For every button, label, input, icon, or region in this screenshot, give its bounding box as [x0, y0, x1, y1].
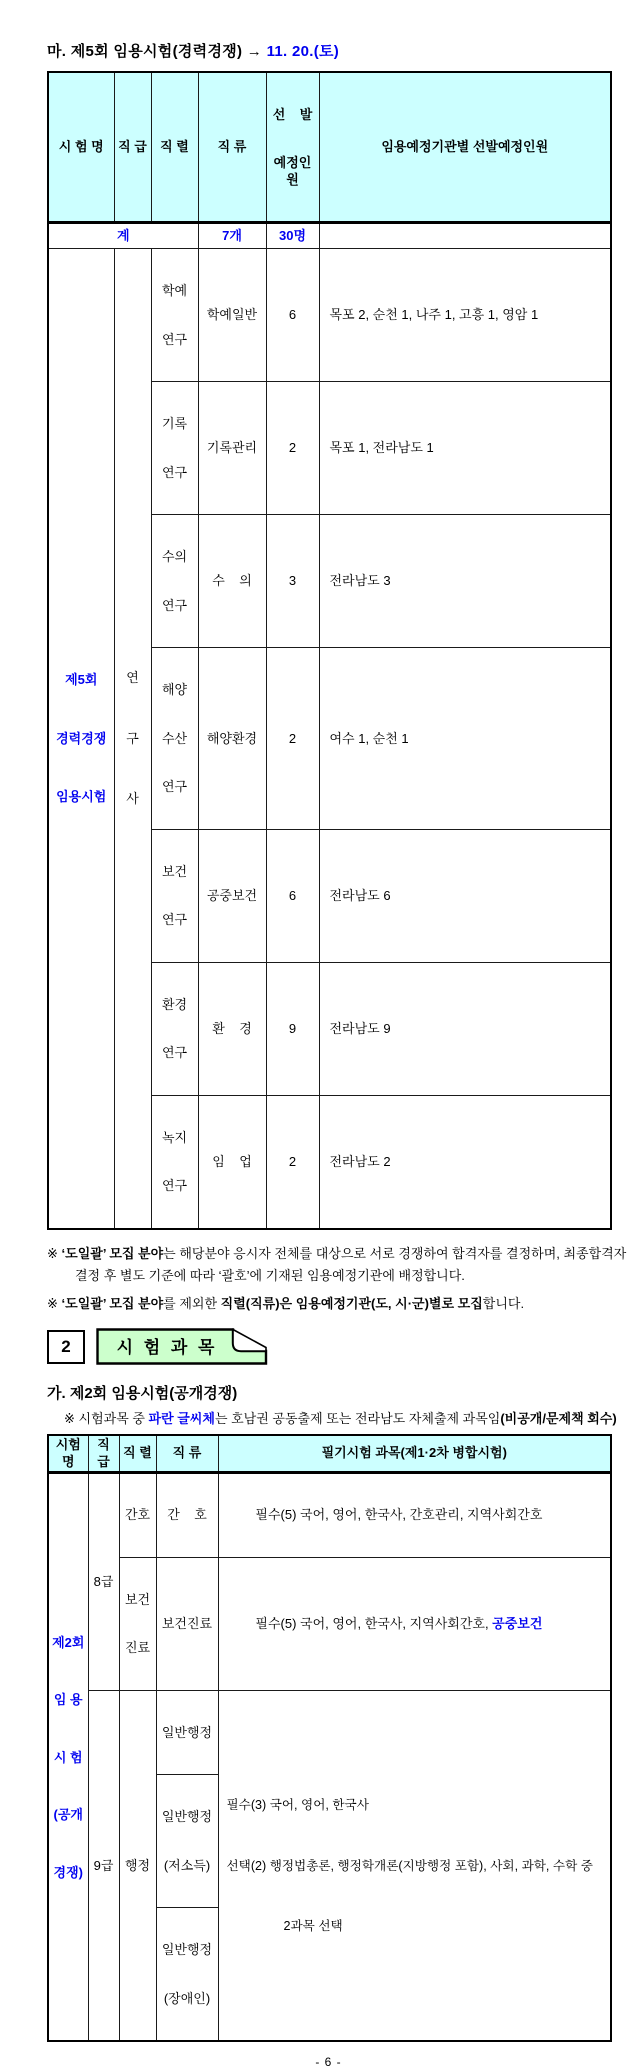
exam-name-line: 제2회 — [52, 1634, 85, 1650]
grade-cell: 9급 — [88, 1691, 119, 2042]
header-class: 직 류 — [198, 72, 266, 223]
class-cell: 일반행정 — [156, 1691, 218, 1775]
agency-cell: 전라남도 6 — [319, 830, 611, 963]
exam-name-line: 임용시험 — [56, 789, 107, 805]
quota-cell: 9 — [266, 963, 319, 1096]
class-cell: 학예일반 — [198, 249, 266, 382]
table-row — [48, 1691, 611, 1775]
header-subjects: 필기시험 과목(제1·2차 병합시험) — [218, 1435, 611, 1472]
note-marker: ※ — [64, 1411, 75, 1427]
total-label-cell: 계 — [48, 223, 198, 249]
class-cell: 일반행정 (장애인) — [156, 1908, 218, 2042]
table1-header-row — [48, 72, 611, 223]
class-cell: 일반행정 (저소득) — [156, 1775, 218, 1908]
section-2-heading — [47, 1328, 610, 1365]
exam-name-line: 임 용 — [53, 1692, 83, 1708]
series-cell: 녹지 연구 — [151, 1096, 198, 1230]
header-grade: 직 급 — [88, 1435, 119, 1472]
agency-cell: 목포 1, 전라남도 1 — [319, 382, 611, 515]
header-quota-line1: 선 발 — [272, 106, 313, 122]
total-row — [48, 223, 611, 249]
header-series: 직 렬 — [119, 1435, 156, 1472]
series-cell: 해양 수산 연구 — [151, 648, 198, 830]
note-marker: ※ — [47, 1296, 58, 1312]
total-quota-cell: 30명 — [266, 223, 319, 249]
section-title-flag — [96, 1328, 268, 1365]
header-class: 직 류 — [156, 1435, 218, 1472]
header-agency: 임용예정기관별 선발예정인원 — [319, 72, 611, 223]
subjects-cell: 필수(3) 국어, 영어, 한국사 선택(2) 행정법총론, 행정학개론(지방행정 포함), 사회, 과학, 수학 중 2과목 선택 — [218, 1691, 611, 2042]
total-class-cell: 7개 — [198, 223, 266, 249]
series-cell: 보건 연구 — [151, 830, 198, 963]
exam-name-line: 경쟁) — [53, 1864, 83, 1880]
table-row — [48, 249, 611, 382]
note-do-ilgwal-1: ※ ‘도일괄’ 모집 분야는 해당분야 응시자 전체를 대상으로 서로 경쟁하여 합격자를 결정하며, 최종합격자 결정 후 별도 기준에 따라 ‘괄호’에 기재된 임용예정기관에 배정합니다. — [47, 1246, 627, 1284]
quota-cell: 6 — [266, 830, 319, 963]
series-cell: 환경 연구 — [151, 963, 198, 1096]
subsection-heading: 가. 제2회 임용시험(공개경쟁) — [47, 1385, 238, 1403]
class-cell: 수 의 — [198, 515, 266, 648]
exam-name-cell — [48, 1472, 88, 2041]
recruitment-plan-table — [47, 71, 612, 1230]
page-number: - 6 - — [315, 2055, 342, 2069]
exam-name-line: 시 험 — [53, 1749, 83, 1765]
quota-cell: 3 — [266, 515, 319, 648]
class-cell: 보건진료 — [156, 1558, 218, 1691]
header-exam-name: 시 험 명 — [48, 72, 114, 223]
grade-char: 구 — [126, 730, 139, 746]
series-cell: 학예 연구 — [151, 249, 198, 382]
header-quota-line2: 예정인원 — [273, 155, 312, 187]
series-cell: 수의 연구 — [151, 515, 198, 648]
header-grade: 직 급 — [114, 72, 151, 223]
agency-cell: 전라남도 9 — [319, 963, 611, 1096]
title-text: 마. 제5회 임용시험(경력경쟁) — [47, 43, 243, 60]
quota-cell: 2 — [266, 648, 319, 830]
quota-cell: 2 — [266, 382, 319, 515]
subjects-cell: 필수(5) 국어, 영어, 한국사, 지역사회간호, 공중보건 — [218, 1558, 611, 1691]
subjects-table — [47, 1434, 612, 2042]
table-row — [48, 1558, 611, 1691]
subjects-cell: 필수(5) 국어, 영어, 한국사, 간호관리, 지역사회간호 — [218, 1472, 611, 1557]
total-agency-cell — [319, 223, 611, 249]
quota-cell: 6 — [266, 249, 319, 382]
section-number-box: 2 — [47, 1330, 85, 1364]
header-series: 직 렬 — [151, 72, 198, 223]
exam-name-cell — [48, 249, 114, 1229]
series-cell: 기록 연구 — [151, 382, 198, 515]
class-cell: 공중보건 — [198, 830, 266, 963]
quota-cell: 2 — [266, 1096, 319, 1230]
series-cell: 행정 — [119, 1691, 156, 2042]
table2-header-row — [48, 1435, 611, 1472]
exam-name-line: (공개 — [53, 1807, 83, 1823]
title-date: 11. 20.(토) — [266, 43, 340, 60]
agency-cell: 여수 1, 순천 1 — [319, 648, 611, 830]
exam-name-line: 경력경쟁 — [56, 730, 107, 746]
page-title — [47, 40, 610, 61]
grade-char: 연 — [126, 670, 139, 686]
note-marker: ※ — [47, 1246, 58, 1261]
grade-char: 사 — [126, 791, 139, 807]
class-cell: 간 호 — [156, 1472, 218, 1557]
exam-name-line: 제5회 — [65, 672, 98, 688]
section-title: 시 험 과 목 — [116, 1338, 218, 1358]
class-cell: 임 업 — [198, 1096, 266, 1230]
table-row — [48, 1472, 611, 1557]
class-cell: 환 경 — [198, 963, 266, 1096]
note-blue-subjects: ※ 시험과목 중 파란 글씨체는 호남권 공동출제 또는 전라남도 자체출제 과목임(비공개/문제책 회수) — [64, 1411, 617, 1427]
series-cell: 간호 — [119, 1472, 156, 1557]
agency-cell: 전라남도 2 — [319, 1096, 611, 1230]
header-exam-name: 시험명 — [48, 1435, 88, 1472]
class-cell: 해양환경 — [198, 648, 266, 830]
class-cell: 기록관리 — [198, 382, 266, 515]
series-cell: 보건 진료 — [119, 1558, 156, 1691]
title-arrow: → — [246, 43, 263, 60]
note-do-ilgwal-2: ※ ‘도일괄’ 모집 분야를 제외한 직렬(직류)은 임용예정기관(도, 시·군)별로 모집합니다. — [47, 1296, 525, 1312]
agency-cell: 목포 2, 순천 1, 나주 1, 고흥 1, 영암 1 — [319, 249, 611, 382]
agency-cell: 전라남도 3 — [319, 515, 611, 648]
grade-cell: 8급 — [88, 1472, 119, 1690]
header-quota — [266, 72, 319, 223]
grade-cell — [114, 249, 151, 1229]
